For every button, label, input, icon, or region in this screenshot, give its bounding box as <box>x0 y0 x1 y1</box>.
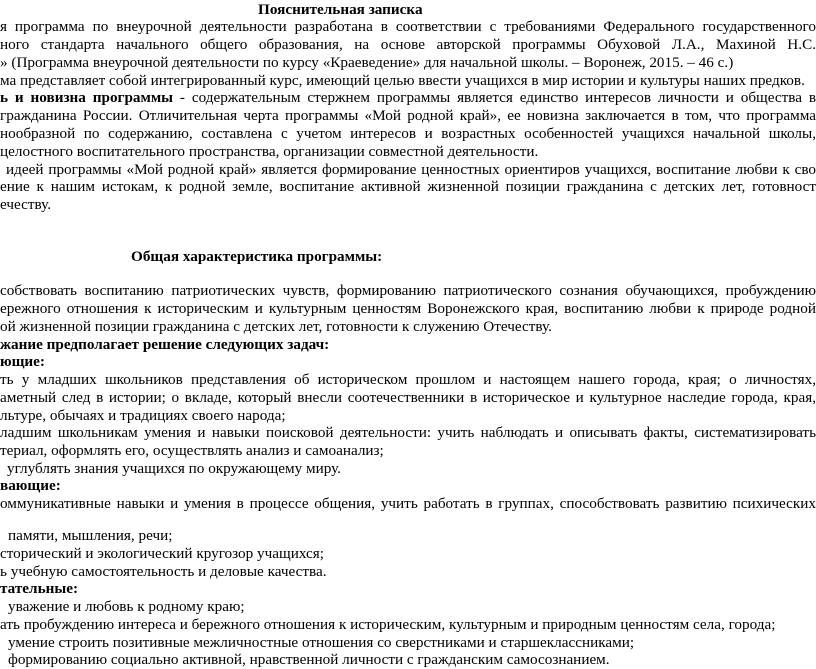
general-line-2: ережного отношения к историческим и культурным ценностям Воронежского края, воспитанию любви к природе родной <box>0 300 816 317</box>
developing-line-4: ь учебную самостоятельность и деловые качества. <box>0 563 327 580</box>
teaching-line-5: териал, оформлять его, осуществлять анализ и самоанализ; <box>0 442 384 459</box>
novelty-line-5: идеей программы «Мой родной край» является формирование ценностных ориентиров учащихся, воспитание любви к сво <box>6 161 816 178</box>
teaching-line-1: ть у младших школьников представления об историческом прошлом и настоящем нашего города, края; о личностях, <box>0 371 816 388</box>
upbringing-line-2: ать пробуждению интереса и бережного отношения к историческим, культурным и природным ценностям села, города; <box>0 616 776 633</box>
developing-heading: вающие: <box>0 477 61 494</box>
section-heading-general: Общая характеристика программы: <box>131 248 383 265</box>
developing-line-1: оммуникативные навыки и умения в процессе общения, учить работать в группах, способствовать развитию психических <box>0 495 816 512</box>
intro-line-2: ного стандарта начального общего образования, на основе авторской программы Обуховой Л.А., Махиной Н.С. <box>0 36 816 53</box>
novelty-line-3: нообразной по содержанию, составлена с учетом интересов и возрастных особенностей учащихся начальной школы, <box>0 125 816 142</box>
novelty-line-2: гражданина России. Отличительная черта программы «Мой родной край», ее новизна заключается в том, что программа <box>0 107 816 124</box>
upbringing-line-3: умение строить позитивные межличностные отношения со сверстниками и старшеклассниками; <box>8 634 635 651</box>
upbringing-line-4: формированию социально активной, нравственной личности с гражданским самосознанием. <box>8 651 610 668</box>
document-title: Пояснительная записка <box>258 1 423 18</box>
teaching-line-2: аметный след в истории; о вкладе, который внесли соотечественники в историческое и культурное наследие города, края, <box>0 389 816 406</box>
novelty-line-1-text: - содержательным стержнем программы является единство интересов личности и общества в <box>173 89 816 106</box>
general-line-1: собствовать воспитанию патриотических чувств, формированию патриотического сознания обучающихся, пробуждению <box>0 282 816 299</box>
teaching-line-3: льтуре, обычаях и традициях своего народа; <box>0 407 286 424</box>
teaching-heading: ющие: <box>0 353 45 370</box>
developing-line-3: сторический и экологический кругозор учащихся; <box>0 545 324 562</box>
novelty-line-1 <box>0 89 816 107</box>
teaching-line-4: ладшим школьникам умения и навыки поисковой деятельности: учить наблюдать и описывать факты, систематизировать <box>0 424 816 441</box>
intro-line-4: ма представляет собой интегрированный курс, имеющий целью ввести учащихся в мир истории и культуры наших предков. <box>0 72 805 89</box>
intro-line-1: я программа по внеурочной деятельности разработана в соответствии с требованиями Федерального государственного <box>0 18 816 35</box>
developing-line-2: памяти, мышления, речи; <box>8 527 173 544</box>
teaching-line-6: углублять знания учащихся по окружающему миру. <box>7 460 341 477</box>
tasks-heading: жание предполагает решение следующих задач: <box>0 336 330 353</box>
general-line-3: ой жизненной позиции гражданина с детских лет, готовности к служению Отечеству. <box>0 318 552 335</box>
novelty-heading: ь и новизна программы <box>0 89 174 106</box>
novelty-line-6: ение к нашим истокам, к родной земле, воспитание активной жизненной позиции гражданина с детских лет, готовност <box>0 178 816 195</box>
novelty-line-7: ечеству. <box>0 196 52 213</box>
intro-line-3: » (Программа внеурочной деятельности по курсу «Краеведение» для начальной школы. – Воронеж, 2015. – 46 с.) <box>0 54 734 71</box>
upbringing-line-1: уважение и любовь к родному краю; <box>8 598 245 615</box>
novelty-line-4: целостного воспитательного пространства, организации совместной деятельности. <box>0 143 539 160</box>
upbringing-heading: тательные: <box>0 580 79 597</box>
